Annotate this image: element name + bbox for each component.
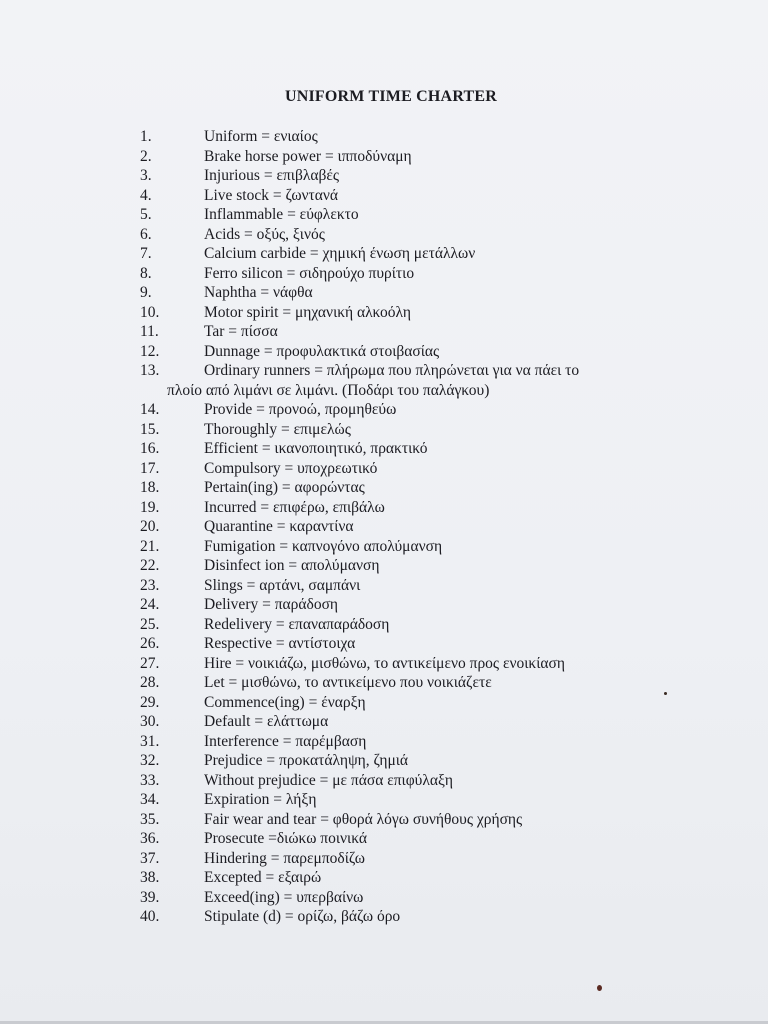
entry-number: 39.	[140, 888, 160, 906]
entry-number: 26.	[140, 635, 160, 652]
glossary-entry	[0, 478, 768, 498]
entry-number: 3.	[140, 167, 152, 184]
entry-text: Hire = νοικιάζω, μισθώνω, το αντικείμενο προς ενοικίαση	[204, 654, 565, 672]
entry-number: 14.	[140, 401, 160, 418]
entry-number: 6.	[140, 225, 152, 243]
entry-text: Respective = αντίστοιχα	[204, 635, 356, 652]
entry-text: Naphtha = νάφθα	[204, 284, 313, 301]
entry-text: Quarantine = καραντίνα	[204, 518, 354, 535]
entry-text: Interference = παρέμβαση	[204, 732, 367, 750]
glossary-entry	[0, 576, 768, 596]
glossary-entry	[0, 147, 768, 167]
entry-number: 25.	[140, 615, 160, 633]
entry-number: 37.	[140, 849, 160, 867]
glossary-entry	[0, 907, 768, 927]
entry-number: 19.	[140, 498, 160, 516]
entry-number: 5.	[140, 206, 152, 223]
entry-number: 2.	[140, 147, 152, 165]
entry-text: Uniform = ενιαίος	[204, 128, 318, 145]
entry-text: Acids = οξύς, ξινός	[204, 225, 325, 243]
entry-text: Hindering = παρεμποδίζω	[204, 849, 365, 867]
entry-number: 34.	[140, 791, 160, 808]
glossary-entry	[0, 342, 768, 362]
entry-number: 7.	[140, 245, 152, 262]
entry-number: 11.	[140, 323, 159, 340]
glossary-entry	[0, 244, 768, 264]
entry-number: 21.	[140, 537, 160, 555]
glossary-entry	[0, 771, 768, 791]
glossary-entry	[0, 751, 768, 771]
glossary-entry	[0, 888, 768, 908]
glossary-entry	[0, 556, 768, 576]
entry-number: 20.	[140, 518, 160, 535]
glossary-entry	[0, 810, 768, 830]
entry-number: 38.	[140, 869, 160, 886]
entry-text: Motor spirit = μηχανική αλκοόλη	[204, 303, 411, 321]
entry-number: 10.	[140, 303, 160, 321]
entry-text: Without prejudice = με πάσα επιφύλαξη	[204, 771, 453, 789]
entry-text: Prosecute =διώκω ποινικά	[204, 830, 368, 847]
glossary-entry	[0, 517, 768, 537]
entry-text: Excepted = εξαιρώ	[204, 869, 322, 886]
entry-number: 32.	[140, 752, 160, 769]
glossary-entry	[0, 790, 768, 810]
glossary-entry	[0, 498, 768, 518]
entry-text: Expiration = λήξη	[204, 791, 317, 808]
glossary-entry	[0, 634, 768, 654]
entry-number: 33.	[140, 771, 160, 789]
glossary-entry	[0, 868, 768, 888]
glossary-entry	[0, 615, 768, 635]
glossary-entry-continuation	[0, 381, 768, 401]
entry-number: 29.	[140, 693, 160, 711]
glossary-entry	[0, 186, 768, 206]
glossary-entry	[0, 654, 768, 674]
glossary-entry	[0, 127, 768, 147]
entry-number: 36.	[140, 830, 160, 847]
glossary-entry	[0, 322, 768, 342]
entry-text: Slings = αρτάνι, σαμπάνι	[204, 576, 361, 594]
glossary-entry	[0, 829, 768, 849]
entry-text: Redelivery = επαναπαράδοση	[204, 615, 390, 633]
glossary-entry	[0, 303, 768, 323]
entry-text: Calcium carbide = χημική ένωση μετάλλων	[204, 245, 476, 262]
entry-number: 8.	[140, 264, 152, 282]
scan-speck	[597, 985, 602, 991]
entry-text: Dunnage = προφυλακτικά στοιβασίας	[204, 342, 440, 360]
glossary-entry	[0, 712, 768, 732]
entry-number: 12.	[140, 342, 160, 360]
entry-text: Ordinary runners = πλήρωμα που πληρώνεται για να πάει το	[204, 362, 580, 379]
entry-text: Tar = πίσσα	[204, 323, 278, 340]
entry-number: 1.	[140, 128, 152, 145]
glossary-entry	[0, 439, 768, 459]
glossary-list	[0, 127, 768, 927]
entry-text: Compulsory = υποχρεωτικό	[204, 459, 378, 477]
entry-text: Ferro silicon = σιδηρούχο πυρίτιο	[204, 264, 415, 282]
glossary-entry	[0, 420, 768, 440]
entry-number: 18.	[140, 479, 160, 496]
entry-number: 15.	[140, 420, 160, 438]
entry-text: Brake horse power = ιπποδύναμη	[204, 147, 412, 165]
entry-number: 13.	[140, 362, 160, 379]
entry-text: Fair wear and tear = φθορά λόγω συνήθους χρήσης	[204, 810, 523, 828]
entry-text: Disinfect ion = απολύμανση	[204, 557, 380, 574]
entry-number: 23.	[140, 576, 160, 594]
entry-text: Fumigation = καπνογόνο απολύμανση	[204, 537, 443, 555]
glossary-entry	[0, 693, 768, 713]
entry-text: Stipulate (d) = ορίζω, βάζω όρο	[204, 908, 401, 925]
glossary-entry	[0, 732, 768, 752]
glossary-entry	[0, 673, 768, 693]
entry-text: Exceed(ing) = υπερβαίνω	[204, 888, 364, 906]
entry-number: 9.	[140, 284, 152, 301]
glossary-entry	[0, 225, 768, 245]
entry-number: 31.	[140, 732, 160, 750]
entry-text: Commence(ing) = έναρξη	[204, 693, 366, 711]
glossary-entry	[0, 459, 768, 479]
entry-number: 40.	[140, 908, 160, 925]
scan-speck	[664, 692, 667, 695]
glossary-entry	[0, 849, 768, 869]
entry-text: Provide = προνοώ, προμηθεύω	[204, 401, 397, 418]
entry-number: 17.	[140, 459, 160, 477]
entry-number: 28.	[140, 674, 160, 691]
entry-text: Delivery = παράδοση	[204, 596, 339, 613]
glossary-entry	[0, 283, 768, 303]
glossary-entry	[0, 361, 768, 381]
document-title: UNIFORM TIME CHARTER	[284, 88, 498, 105]
entry-number: 30.	[140, 713, 160, 730]
entry-text: Incurred = επιφέρω, επιβάλω	[204, 498, 385, 516]
glossary-entry	[0, 537, 768, 557]
entry-number: 24.	[140, 596, 160, 613]
entry-number: 4.	[140, 186, 152, 204]
entry-text: Prejudice = προκατάληψη, ζημιά	[204, 752, 409, 769]
entry-text: Efficient = ικανοποιητικό, πρακτικό	[204, 440, 428, 457]
glossary-entry	[0, 400, 768, 420]
glossary-entry	[0, 166, 768, 186]
entry-text: Default = ελάττωμα	[204, 713, 329, 730]
entry-text: Let = μισθώνω, το αντικείμενο που νοικιάζετε	[204, 674, 492, 691]
glossary-entry	[0, 264, 768, 284]
entry-text: Live stock = ζωντανά	[204, 186, 339, 204]
glossary-entry	[0, 595, 768, 615]
entry-text: Inflammable = εύφλεκτο	[204, 206, 359, 223]
entry-text: Injurious = επιβλαβές	[204, 167, 340, 184]
entry-text: πλοίο από λιμάνι σε λιμάνι. (Ποδάρι του παλάγκου)	[167, 381, 490, 399]
entry-number: 16.	[140, 440, 160, 457]
entry-number: 22.	[140, 557, 160, 574]
entry-number: 27.	[140, 654, 160, 672]
entry-number: 35.	[140, 810, 160, 828]
entry-text: Pertain(ing) = αφορώντας	[204, 479, 365, 496]
glossary-entry	[0, 205, 768, 225]
entry-text: Thoroughly = επιμελώς	[204, 420, 351, 438]
